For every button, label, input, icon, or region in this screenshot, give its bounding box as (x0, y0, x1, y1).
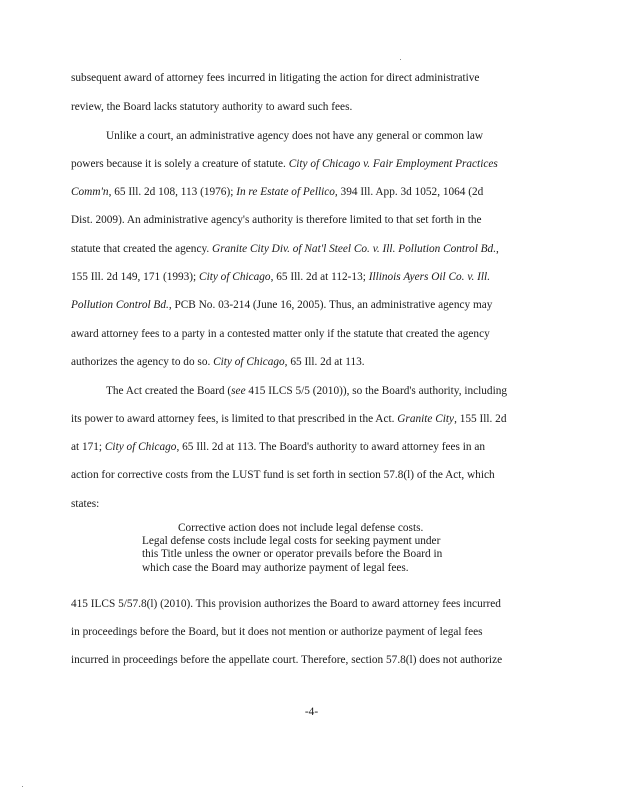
body-line: at 171; City of Chicago, 65 Ill. 2d at 113. The Board's authority to award attorney fees in an (71, 441, 485, 453)
body-line: statute that created the agency. Granite City Div. of Nat'l Steel Co. v. Ill. Pollution Control Bd., (71, 243, 499, 255)
body-line: subsequent award of attorney fees incurred in litigating the action for direct administrative (71, 72, 480, 84)
body-line: Unlike a court, an administrative agency does not have any general or common law (106, 130, 484, 142)
body-line: The Act created the Board (see 415 ILCS 5/5 (2010)), so the Board's authority, including (106, 385, 508, 397)
body-line: states: (71, 498, 100, 510)
body-line: Dist. 2009). An administrative agency's authority is therefore limited to that set forth in the (71, 214, 482, 226)
body-line: 155 Ill. 2d 149, 171 (1993); City of Chicago, 65 Ill. 2d at 112-13; Illinois Ayers Oil Co. v. Ill. (71, 271, 491, 283)
block-quote (142, 522, 482, 575)
body-line: review, the Board lacks statutory authority to award such fees. (71, 101, 353, 113)
body-line: incurred in proceedings before the appellate court. Therefore, section 57.8(l) does not authorize (71, 654, 503, 666)
body-line: powers because it is solely a creature of statute. City of Chicago v. Fair Employment Practices (71, 158, 498, 170)
scan-speck (22, 786, 23, 787)
quote-line: this Title unless the owner or operator prevails before the Board in (142, 548, 443, 561)
quote-line: Corrective action does not include legal defense costs. (178, 522, 424, 534)
body-line: action for corrective costs from the LUST fund is set forth in section 57.8(l) of the Act, which (71, 469, 495, 481)
quote-line: Legal defense costs include legal costs for seeking payment under (142, 535, 441, 548)
body-line: in proceedings before the Board, but it does not mention or authorize payment of legal fees (71, 626, 483, 638)
body-line: authorizes the agency to do so. City of Chicago, 65 Ill. 2d at 113. (71, 356, 365, 368)
body-line: Comm'n, 65 Ill. 2d 108, 113 (1976); In re Estate of Pellico, 394 Ill. App. 3d 1052, 1064 (2d (71, 186, 484, 198)
quote-line: which case the Board may authorize payment of legal fees. (142, 561, 409, 574)
body-line: Pollution Control Bd., PCB No. 03-214 (June 16, 2005). Thus, an administrative agency may (71, 299, 493, 311)
body-line: 415 ILCS 5/57.8(l) (2010). This provision authorizes the Board to award attorney fees incurred (71, 598, 501, 610)
page-number: -4- (304, 706, 319, 718)
body-line: its power to award attorney fees, is limited to that prescribed in the Act. Granite City, 155 Ill. 2d (71, 413, 507, 425)
body-line: award attorney fees to a party in a contested matter only if the statute that created the agency (71, 328, 490, 340)
scan-speck (400, 59, 401, 60)
